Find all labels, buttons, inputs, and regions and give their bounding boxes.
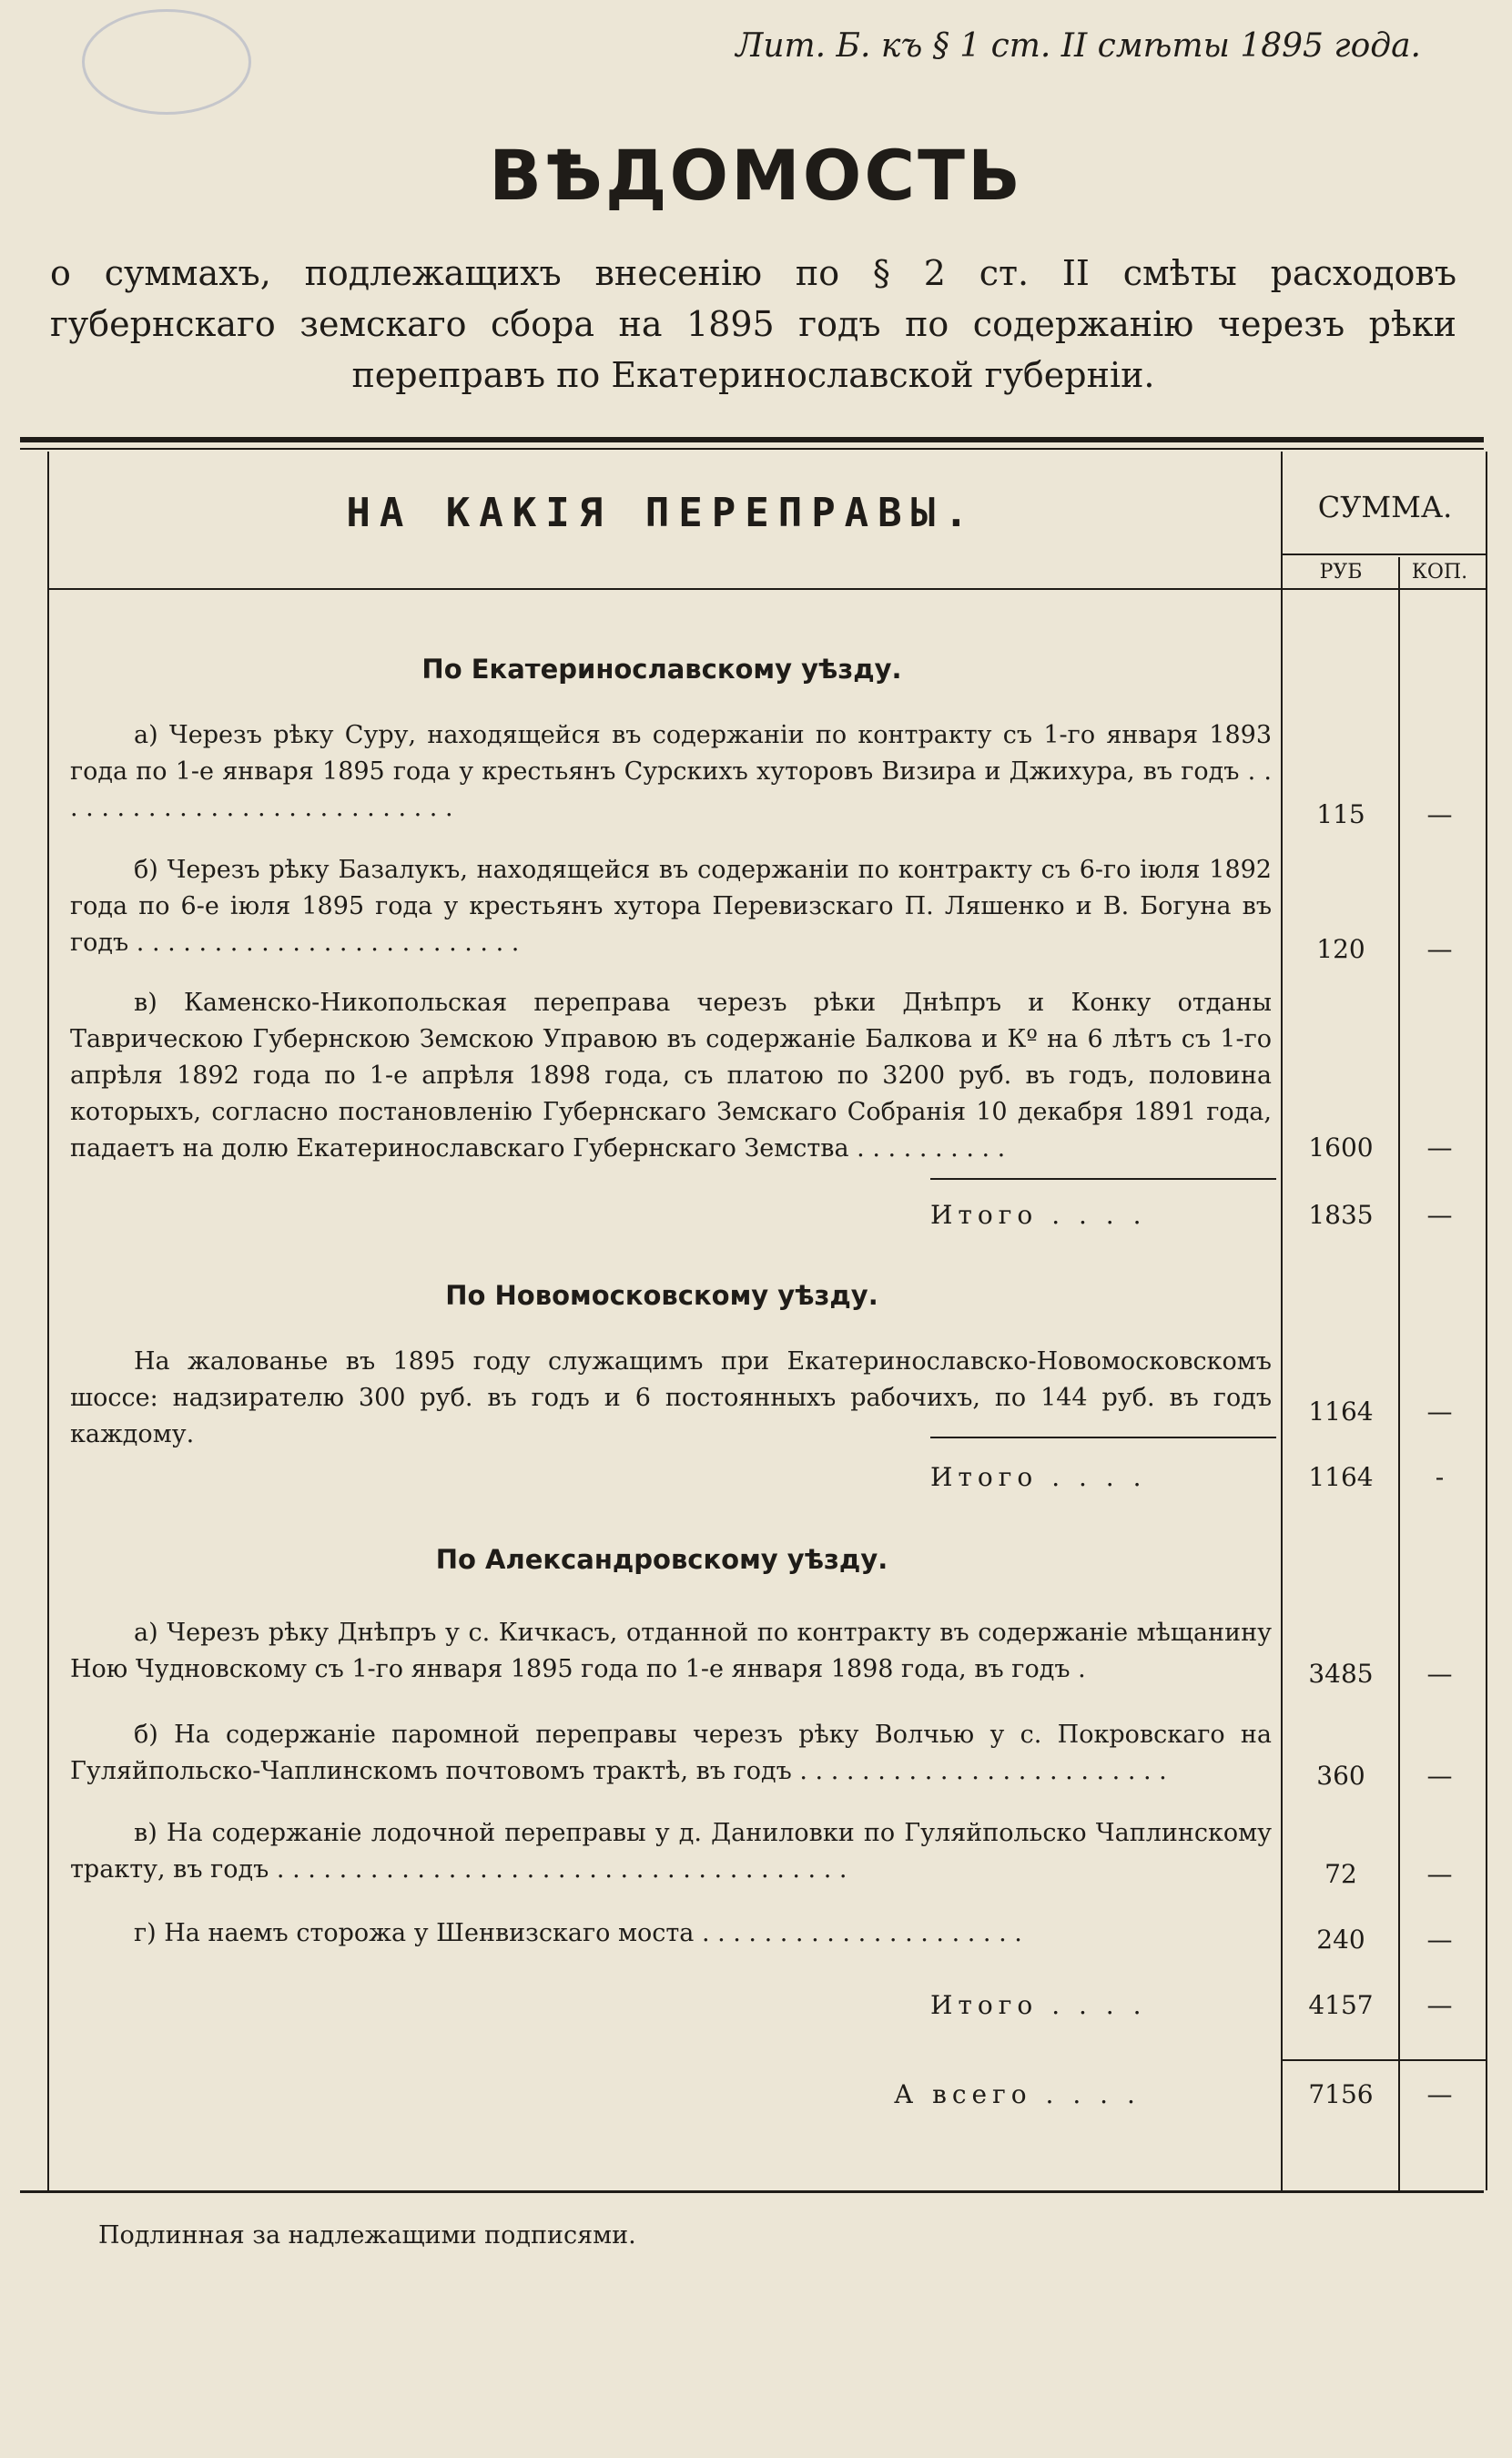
grand-total-rule [1281, 2059, 1486, 2061]
row-kop: — [1426, 1659, 1453, 1689]
subtotal-kop: — [1426, 1990, 1453, 2020]
sum-subheader-rule [1281, 554, 1486, 555]
table-row: На жалованье въ 1895 году служащимъ при Екатеринославско-Новомосковскомъ шоссе: надзирателю 300 руб. въ годъ и 6 постоянныхъ рабочихъ, по 144 руб. въ годъ каждому. [70, 1347, 1272, 1448]
row-rub: 3485 [1308, 1659, 1374, 1689]
row-rub: 120 [1316, 934, 1365, 964]
header-bottom-rule [47, 588, 1486, 590]
header-sum: СУММА. [1317, 490, 1453, 524]
document-reference: Лит. Б. къ § 1 ст. II смѣты 1895 года. [736, 27, 1421, 65]
row-kop: — [1426, 1859, 1453, 1889]
section-title: По Александровскому уѣзду. [435, 1544, 888, 1575]
document-title: ВѢДОМОСТЬ [489, 135, 1023, 216]
right-border [1486, 452, 1487, 2190]
subtotal-rub: 1835 [1308, 1200, 1374, 1230]
row-kop: — [1426, 1133, 1453, 1163]
row-rub: 360 [1316, 1761, 1365, 1791]
row-kop: — [1426, 799, 1453, 829]
subtotal-rub: 4157 [1308, 1990, 1374, 2020]
library-stamp [82, 9, 251, 115]
row-kop: — [1426, 1397, 1453, 1427]
subtotal-label: Итого . . . . [930, 1990, 1147, 2020]
subtotal-rub: 1164 [1308, 1462, 1374, 1492]
row-kop: — [1426, 1761, 1453, 1791]
table-row: в) Каменско-Никопольская переправа черезъ рѣки Днѣпръ и Конку отданы Таврическою Губернскою Земскою Управою въ содержаніе Балкова и Кº на 6 лѣтъ съ 1-го апрѣля 1892 года по 1-е апрѣля 1898 года, съ платою по 3200 руб. въ годъ, половина которыхъ, согласно постановленію Губернскаго Земскаго Собранія 10 декабря 1891 года, падаетъ на долю Екатеринославскаго Губернскаго Земства . . . . . . . . . . [70, 989, 1272, 1163]
subtotal-label: Итого . . . . [930, 1200, 1147, 1230]
table-row: а) Черезъ рѣку Суру, находящейся въ содержаніи по контракту съ 1-го января 1893 года по 1-е января 1895 года у крестьянъ Сурскихъ хуторовъ Визира и Джихура, въ годъ . . . . . . . . . . . . . . . . . . . . . . . . . . . [70, 721, 1272, 822]
table-row: г) На наемъ сторожа у Шенвизскаго моста . . . . . . . . . . . . . . . . . . . . . [134, 1919, 1022, 1947]
row-kop: — [1426, 1925, 1453, 1955]
document-subtitle: о суммахъ, подлежащихъ внесенію по § 2 ст. II смѣты расходовъ губернскаго земскаго сбора на 1895 годъ по содержанію черезъ рѣки переправъ по Екатеринославской губерніи. [50, 253, 1456, 395]
subtotal-kop: — [1426, 1200, 1453, 1230]
table-row: а) Черезъ рѣку Днѣпръ у с. Кичкасъ, отданной по контракту въ содержаніе мѣщанину Ною Чудновскому съ 1-го января 1895 года по 1-е января 1898 года, въ годъ . [70, 1619, 1272, 1683]
section-title: По Екатеринославскому уѣзду. [421, 654, 902, 685]
ferry-table [20, 437, 1484, 2193]
subtotal-kop: - [1435, 1462, 1445, 1492]
header-rub: РУБ [1319, 561, 1363, 584]
row-rub: 1164 [1308, 1397, 1374, 1427]
row-rub: 1600 [1308, 1133, 1374, 1163]
row-rub: 240 [1316, 1925, 1365, 1955]
subtotal-label: Итого . . . . [930, 1462, 1147, 1492]
row-rub: 115 [1316, 799, 1365, 829]
table-row: в) На содержаніе лодочной переправы у д. Даниловки по Гуляйпольско Чаплинскому тракту, въ годъ . . . . . . . . . . . . . . . . . . . . . . . . . . . . . . . . . . . . . [70, 1819, 1272, 1884]
subtotal-rule-1 [930, 1178, 1276, 1180]
row-kop: — [1426, 934, 1453, 964]
table-row: б) На содержаніе паромной переправы черезъ рѣку Волчью у с. Покровскаго на Гуляйпольско-Чаплинскомъ почтовомъ трактѣ, въ годъ . . . . . . . . . . . . . . . . . . . . . . . . [70, 1721, 1272, 1785]
table-row: б) Черезъ рѣку Базалукъ, находящейся въ содержаніи по контракту съ 6-го іюля 1892 года по 6-е іюля 1895 года у крестьянъ хутора Перевизскаго П. Ляшенко и В. Богуна въ годъ . . . . . . . . . . . . . . . . . . . . . . . . . [70, 856, 1272, 957]
header-crossings: НА КАКІЯ ПЕРЕПРАВЫ. [346, 490, 978, 536]
grand-total-kop: — [1426, 2079, 1453, 2109]
signature-note: Подлинная за надлежащими подписями. [98, 2221, 636, 2250]
header-kop: КОП. [1411, 561, 1468, 584]
left-border [47, 452, 49, 2190]
sum-column-divider [1281, 452, 1283, 2190]
row-rub: 72 [1324, 1859, 1357, 1889]
section-title: По Новомосковскому уѣзду. [445, 1280, 878, 1311]
grand-total-rub: 7156 [1308, 2079, 1374, 2109]
grand-total-label: А всего . . . . [894, 2079, 1141, 2109]
